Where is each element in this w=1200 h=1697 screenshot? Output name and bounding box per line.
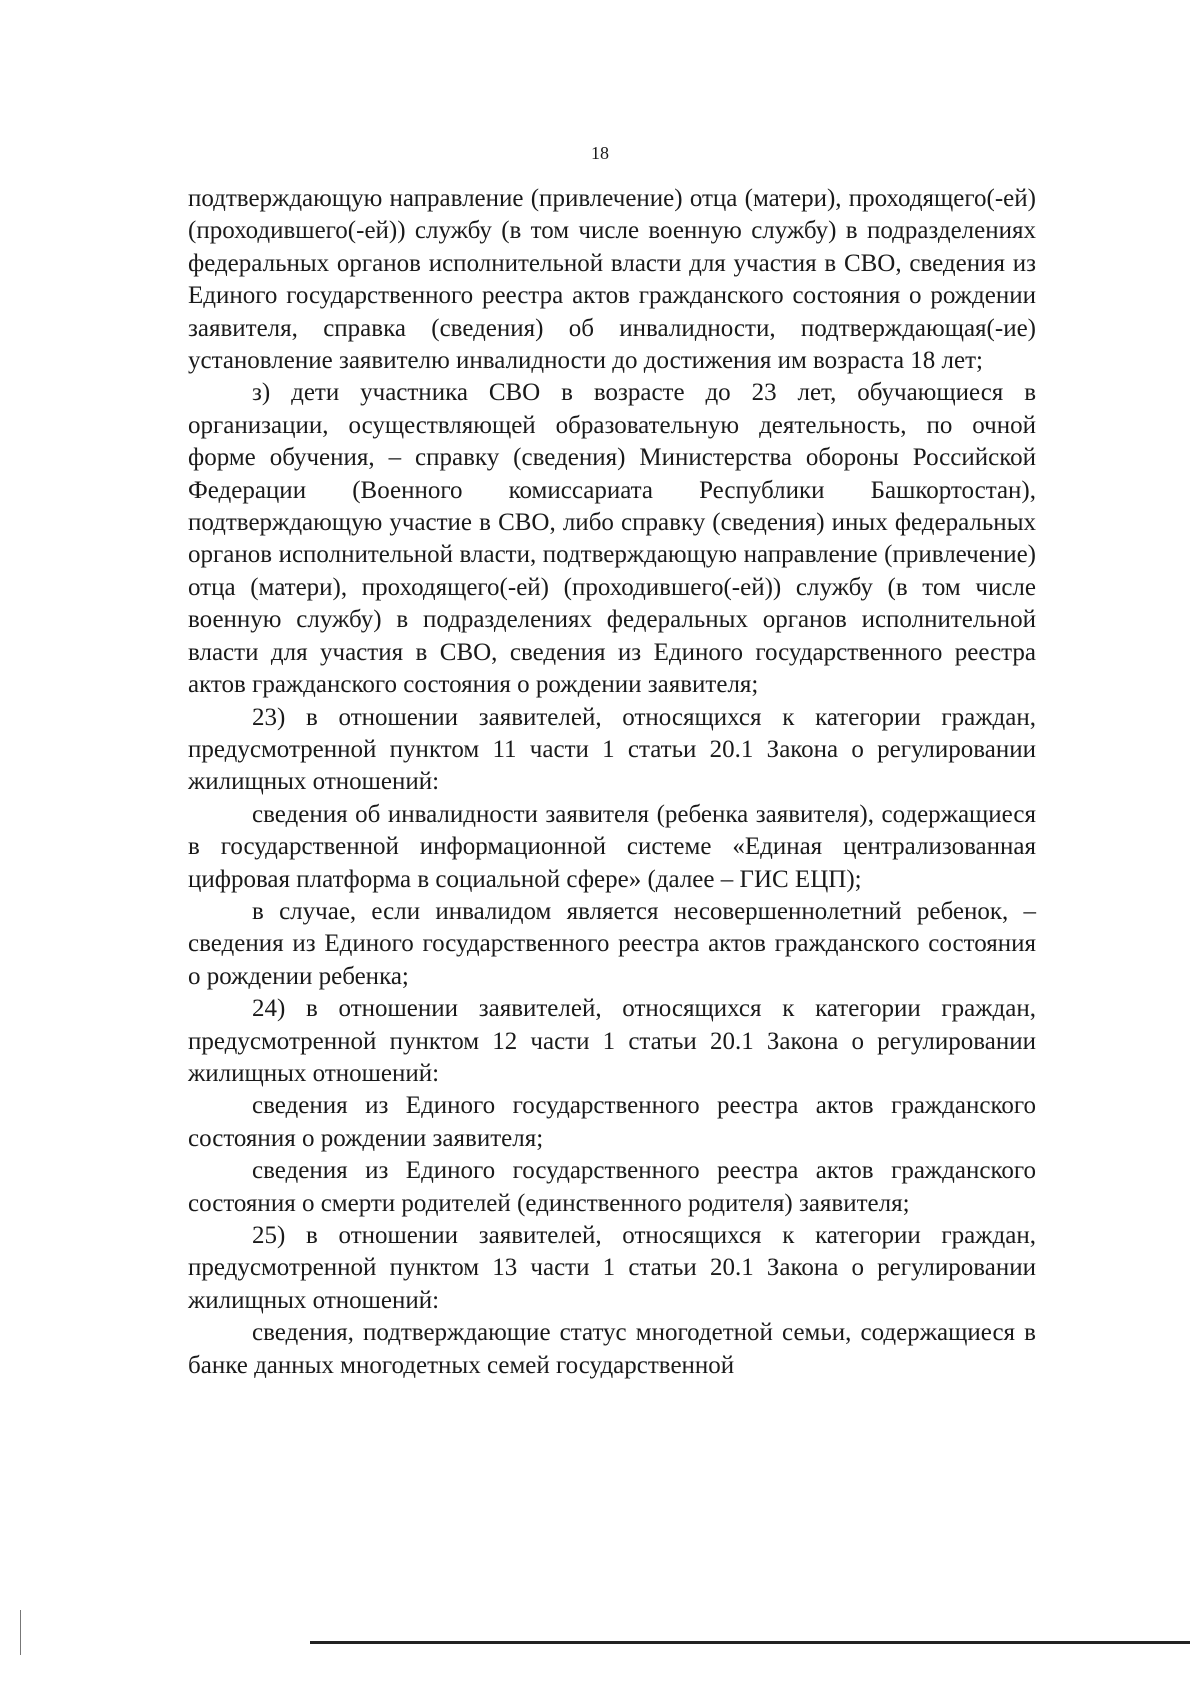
page-number: 18 [591,143,609,163]
paragraph-item-25: 25) в отношении заявителей, относящихся к категории граждан, предусмотренной пунктом 13 части 1 статьи 20.1 Закона о регулировании жилищных отношений: [188,1222,1036,1314]
paragraph-item-24-death: сведения из Единого государственного реестра актов гражданского состояния о смерти родителей (единственного родителя) заявителя; [188,1157,1036,1217]
footer-rule [310,1641,1190,1644]
paragraph-item-23-minor: в случае, если инвалидом является несовершеннолетний ребенок, – сведения из Единого государственного реестра актов гражданского состояния о рождении ребенка; [188,897,1036,990]
paragraph-item-23-disability: сведения об инвалидности заявителя (ребенка заявителя), содержащиеся в государственной информационной системе «Единая централизованная цифровая платформа в социальной сфере» (далее – ГИС ЕЦП); [188,800,1036,893]
paragraph-continuation: подтверждающую направление (привлечение) отца (матери), проходящего(-ей) (проходившего(-ей)) службу (в том числе военную службу) в подразделениях федеральных органов исполнительной власти для участия в СВО, сведения из Единого государственного реестра актов гражданского состояния о рождении заявителя, справка (сведения) об инвалидности, подтверждающая(-ие) установление заявителю инвалидности до достижения им возраста 18 лет; [188,185,1036,375]
document-body [188,183,1036,1382]
paragraph-item-24-birth: сведения из Единого государственного реестра актов гражданского состояния о рождении заявителя; [188,1092,1036,1152]
paragraph-item-z: з) дети участника СВО в возрасте до 23 лет, обучающиеся в организации, осуществляющей образовательную деятельность, по очной форме обучения, – справку (сведения) Министерства обороны Российской Федерации (Военного комиссариата Республики Башкортостан), подтверждающую участие в СВО, либо справку (сведения) иных федеральных органов исполнительной власти, подтверждающую направление (привлечение) отца (матери), проходящего(-ей) (проходившего(-ей)) службу (в том числе военную службу) в подразделениях федеральных органов исполнительной власти для участия в СВО, сведения из Единого государственного реестра актов гражданского состояния о рождении заявителя; [188,379,1036,699]
scan-mark [20,1610,21,1655]
paragraph-item-23: 23) в отношении заявителей, относящихся к категории граждан, предусмотренной пунктом 11 части 1 статьи 20.1 Закона о регулировании жилищных отношений: [188,703,1036,796]
paragraph-item-25-status: сведения, подтверждающие статус многодетной семьи, содержащиеся в банке данных многодетных семей государственной [188,1319,1036,1379]
paragraph-item-24: 24) в отношении заявителей, относящихся к категории граждан, предусмотренной пунктом 12 части 1 статьи 20.1 Закона о регулировании жилищных отношений: [188,995,1036,1087]
